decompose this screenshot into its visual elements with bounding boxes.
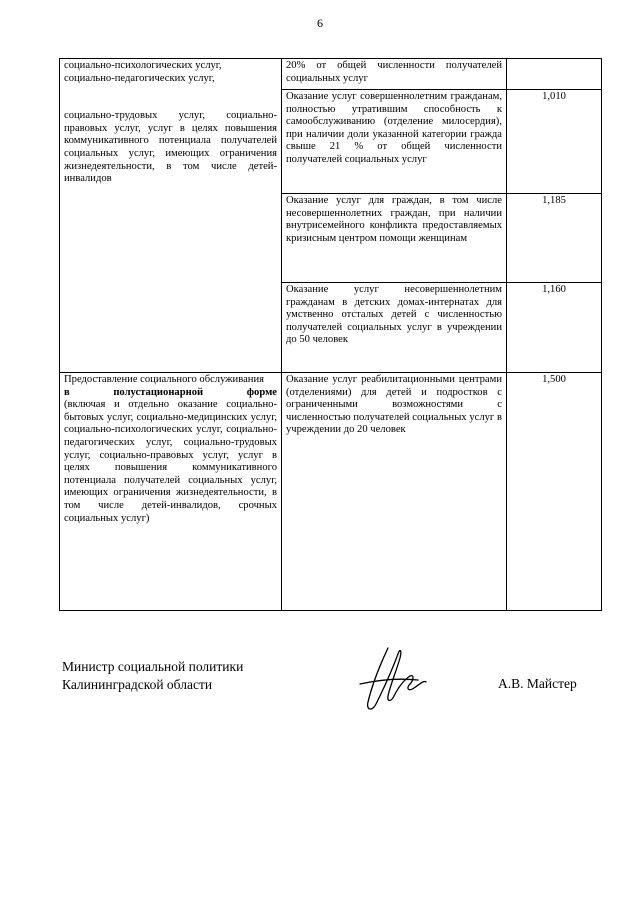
coefficient-cell: 1,500: [507, 373, 602, 611]
signer-region: Калининградской области: [62, 677, 213, 692]
table-row: [60, 373, 602, 611]
signature-block: [62, 658, 243, 694]
condition-cell: 20% от общей численности получателей социальных услуг: [282, 59, 507, 90]
form-details: (включая и отдельно оказание социально-бытовых услуг, социально-медицинских услуг, социально-психологических услуг, социально-педагогических услуг, социально-трудовых услуг, социально-правовых услуг, услуг в целях повышения коммуникативного потенциала получателей социальных услуг, имеющих ограничения жизнедеятельности, в том числе детей-инвалидов, срочных социальных услуг): [64, 399, 277, 524]
table-row: [60, 59, 602, 90]
page-number: 6: [317, 16, 323, 30]
service-line: социально-психологических услуг,: [64, 60, 222, 71]
condition-cell: Оказание услуг для граждан, в том числе несовершеннолетних граждан, при наличии внутрисемейного конфликта предоставляемых кризисным центром помощи женщинам: [282, 194, 507, 283]
condition-cell: Оказание услуг реабилитационными центрами (отделениями) для детей и подростков с ограниченными возможностями с численностью получателей социальных услуг в учреждении до 20 человек: [282, 373, 507, 611]
signer-name: А.В. Майстер: [498, 676, 577, 691]
coefficient-cell: 1,010: [507, 90, 602, 194]
coefficient-cell: 1,185: [507, 194, 602, 283]
coefficient-cell: 1,160: [507, 283, 602, 373]
handwritten-signature: [358, 640, 448, 715]
condition-cell: Оказание услуг несовершеннолетним гражданам в детских домах-интернатах для умственно отсталых детей с численностью получателей социальных услуг в учреждении до 50 человек: [282, 283, 507, 373]
service-description-cell: [60, 59, 282, 373]
form-intro: Предоставление социального обслуживания: [64, 374, 265, 385]
condition-cell: Оказание услуг совершеннолетним гражданам, полностью утратившим способность к самообслуживанию (отделение милосердия), при наличии доли указанной категории гражда свыше 21 % от общей численности получателей социальных услуг: [282, 90, 507, 194]
coefficient-cell: [507, 59, 602, 90]
service-description-cell: [60, 373, 282, 611]
tariff-table: [59, 58, 602, 611]
service-line: социально-трудовых услуг, социально-правовых услуг, услуг в целях повышения коммуникативного потенциала получателей социальных услуг, имеющих ограничения жизнедеятельности, в том числе детей-инвалидов: [64, 110, 277, 185]
signer-position: Министр социальной политики: [62, 659, 244, 674]
service-line: социально-педагогических услуг,: [64, 72, 215, 84]
form-name: в полустационарной форме: [64, 386, 277, 398]
